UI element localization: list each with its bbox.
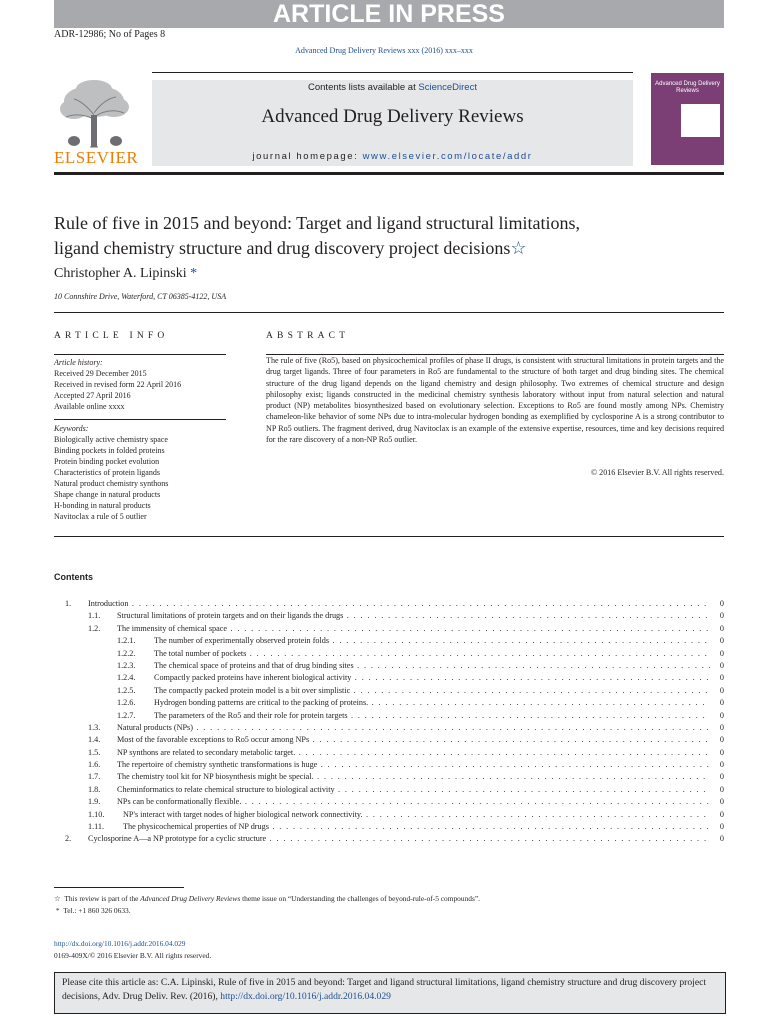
toc-entry-number: 1.2.3. [117, 660, 136, 670]
elsevier-tree-icon [54, 77, 134, 149]
toc-entry[interactable] [54, 648, 724, 660]
toc-entry-title[interactable]: Natural products (NPs) . . . [117, 722, 710, 734]
article-in-press-banner: ARTICLE IN PRESS [54, 0, 724, 28]
toc-entry-page: 0 [719, 747, 724, 757]
toc-entry-number: 1.2.2. [117, 648, 136, 658]
article-title-text-2: ligand chemistry structure and drug discovery project decisions [54, 238, 511, 258]
toc-entry-number: 1.5. [88, 747, 101, 757]
toc-entry[interactable] [54, 821, 724, 833]
abstract-bottom-rule [54, 536, 724, 537]
toc-entry-page: 0 [719, 784, 724, 794]
keywords-rule [54, 419, 226, 420]
keyword: H-bonding in natural products [54, 501, 151, 510]
article-title-line-2 [54, 236, 724, 261]
history-item: Received 29 December 2015 [54, 369, 147, 378]
contents-available-line [152, 82, 633, 93]
toc-entry-page: 0 [719, 809, 724, 819]
toc-entry[interactable] [54, 610, 724, 622]
toc-entry-title[interactable]: Cyclosporine A—a NP prototype for a cyclic structure . . . [88, 833, 710, 845]
toc-entry-page: 0 [719, 599, 724, 608]
cite-text: Please cite this article as: C.A. Lipinski, Rule of five in 2015 and beyond: Target and ligand structural limitations, ligand chemistry structure and drug discovery project decisions, Adv. Drug Deliv. Rev. (2016), [62, 977, 707, 1002]
toc-entry[interactable] [54, 685, 724, 697]
toc-entry-title[interactable]: The total number of pockets . . . [154, 648, 710, 660]
toc-entry-number: 1.3. [88, 722, 101, 732]
toc-entry-number: 1.4. [88, 735, 101, 745]
article-title [54, 211, 724, 261]
history-item: Available online xxxx [54, 402, 125, 411]
toc-entry-title[interactable]: Compactly packed proteins have inherent biological activity . . . [154, 672, 710, 684]
toc-entry-number: 1.7. [88, 772, 101, 782]
toc-entry[interactable] [54, 672, 724, 684]
footnote-theme-issue [54, 893, 480, 905]
author-name[interactable]: Christopher A. Lipinski [54, 266, 187, 281]
footnote-star-icon: ☆ [54, 894, 61, 903]
masthead-bottom-rule [54, 172, 724, 175]
toc-entry-page: 0 [719, 735, 724, 745]
toc-entry-title[interactable]: The parameters of the Ro5 and their role for protein targets . . . [154, 710, 710, 722]
toc-entry-page: 0 [719, 648, 724, 658]
history-item: Accepted 27 April 2016 [54, 391, 131, 400]
footnote-journal-name: Advanced Drug Delivery Reviews [140, 894, 241, 903]
toc-entry[interactable] [54, 697, 724, 709]
toc-entry[interactable] [54, 635, 724, 647]
toc-entry-page: 0 [719, 822, 724, 832]
toc-entry-title[interactable]: Most of the favorable exceptions to Ro5 occur among NPs . . . [117, 734, 710, 746]
footnote-text-post: theme issue on “Understanding the challenges of beyond-rule-of-5 compounds”. [240, 894, 480, 903]
toc-entry-title[interactable]: The repertoire of chemistry synthetic transformations is huge . . . [117, 759, 710, 771]
keyword: Protein binding pocket evolution [54, 457, 160, 466]
doi-link[interactable]: http://dx.doi.org/10.1016/j.addr.2016.04.029 [54, 939, 186, 948]
toc-entry-title[interactable]: The immensity of chemical space . . . [117, 623, 710, 635]
contents-heading: Contents [54, 572, 93, 582]
toc-entry-title[interactable]: NP synthons are related to secondary metabolic target. . . . [117, 747, 710, 759]
footnote-asterisk: * [55, 906, 60, 915]
footnote-text-pre: This review is part of the [64, 894, 141, 903]
journal-cover-thumbnail[interactable] [651, 73, 724, 165]
toc-entry-number: 1.2.1. [117, 636, 136, 646]
masthead-top-rule [152, 72, 633, 73]
toc-entry[interactable] [54, 598, 724, 610]
toc-entry[interactable] [54, 833, 724, 845]
toc-entry-number: 1.9. [88, 797, 101, 807]
toc-entry-page: 0 [719, 722, 724, 732]
toc-entry-page: 0 [719, 797, 724, 807]
toc-entry-page: 0 [719, 772, 724, 782]
toc-entry-title[interactable]: The chemical space of proteins and that of drug binding sites . . . [154, 660, 710, 672]
cite-doi-link[interactable]: http://dx.doi.org/10.1016/j.addr.2016.04.029 [220, 991, 391, 1002]
journal-title: Advanced Drug Delivery Reviews [261, 106, 524, 127]
cite-this-article-box [54, 972, 726, 1014]
toc-entry[interactable] [54, 660, 724, 672]
journal-homepage-line [152, 151, 633, 162]
toc-entry-page: 0 [719, 685, 724, 695]
keywords-label: Keywords: [54, 424, 89, 433]
toc-entry-number: 1.11. [88, 822, 105, 832]
footnote-tel-text: Tel.: +1 860 326 0633. [63, 906, 131, 915]
article-title-line-1: Rule of five in 2015 and beyond: Target and ligand structural limitations, [54, 213, 580, 233]
masthead-box [152, 80, 633, 166]
sciencedirect-link[interactable]: ScienceDirect [418, 82, 477, 93]
toc-entry[interactable] [54, 722, 724, 734]
elsevier-wordmark: ELSEVIER [54, 148, 139, 167]
toc-entry-page: 0 [719, 834, 724, 844]
toc-entry[interactable] [54, 734, 724, 746]
toc-entry-number: 1.2.5. [117, 685, 136, 695]
toc-entry-number: 1.1. [88, 611, 101, 621]
toc-entry[interactable] [54, 809, 724, 821]
toc-entry-number: 1.2.4. [117, 673, 136, 683]
contents-available-text: Contents lists available at [308, 82, 419, 93]
keyword: Natural product chemistry synthons [54, 479, 169, 488]
toc-entry-number: 1.2. [88, 623, 101, 633]
abstract-copyright: © 2016 Elsevier B.V. All rights reserved. [590, 468, 724, 477]
toc-entry-page: 0 [719, 673, 724, 683]
toc-entry[interactable] [54, 759, 724, 771]
table-of-contents [54, 598, 724, 846]
abstract-heading: ABSTRACT [266, 331, 350, 341]
manuscript-id: ADR-12986; No of Pages 8 [54, 29, 166, 40]
toc-entry-page: 0 [719, 660, 724, 670]
toc-entry-number: 2. [65, 834, 72, 844]
article-info-rule [54, 354, 226, 355]
toc-entry-page: 0 [719, 710, 724, 720]
elsevier-logo[interactable] [54, 77, 139, 167]
toc-entry-title[interactable]: The chemistry tool kit for NP biosynthesis might be special. . . . [117, 771, 710, 783]
footnote-telephone [54, 905, 480, 917]
homepage-label: journal homepage: [252, 151, 363, 162]
toc-entry-number: 1.6. [88, 760, 101, 770]
issn-copyright: 0169-409X/© 2016 Elsevier B.V. All rights reserved. [54, 951, 212, 960]
keyword: Navitoclax a rule of 5 outlier [54, 512, 147, 521]
keyword: Characteristics of protein ligands [54, 468, 160, 477]
article-history [54, 357, 181, 412]
toc-entry-title[interactable]: The compactly packed protein model is a bit over simplistic . . . [154, 685, 710, 697]
toc-entry[interactable] [54, 796, 724, 808]
footnote-rule [54, 887, 184, 888]
toc-entry-number: 1.2.6. [117, 698, 136, 708]
toc-entry-number: 1. [65, 599, 72, 608]
keywords-list [54, 423, 168, 522]
toc-entry-title[interactable]: Introduction . . . [88, 598, 710, 610]
toc-entry-title[interactable]: Cheminformatics to relate chemical structure to biological activity . . . [117, 784, 710, 796]
journal-citation-line[interactable]: Advanced Drug Delivery Reviews xxx (2016) xxx–xxx [295, 46, 473, 55]
history-item: Received in revised form 22 April 2016 [54, 380, 182, 389]
keyword: Shape change in natural products [54, 490, 161, 499]
toc-entry-title[interactable]: The number of experimentally observed protein folds . . . [154, 635, 710, 647]
toc-entry-page: 0 [719, 760, 724, 770]
homepage-link[interactable]: www.elsevier.com/locate/addr [362, 151, 533, 162]
toc-entry-page: 0 [719, 623, 724, 633]
article-info-heading: ARTICLE INFO [54, 331, 169, 341]
toc-entry-number: 1.8. [88, 784, 101, 794]
author-footnote-mark[interactable]: * [186, 266, 198, 281]
toc-entry-title[interactable]: NP's interact with target nodes of higher biological network connectivity. . . . [123, 809, 710, 821]
toc-entry[interactable] [54, 747, 724, 759]
keyword: Binding pockets in folded proteins [54, 446, 165, 455]
toc-entry-title[interactable]: Hydrogen bonding patterns are critical to the packing of proteins. . . . [154, 697, 710, 709]
cover-image-panel [681, 104, 720, 137]
author-affiliation: 10 Connshire Drive, Waterford, CT 06385-4122, USA [54, 292, 227, 301]
cover-title: Advanced Drug Delivery Reviews [655, 81, 720, 94]
abstract-text: The rule of five (Ro5), based on physicochemical profiles of phase II drugs, is consistent with structural limitations in protein targets and the drug target ligands. Three of four parameters in Ro5 are fundamental to the structure of both target and drug binding sites. The chemical structure of the drug ligand depends on the ligand chemistry and design philosophy. Two extremes of chemical structure and design philosophy exist; ligands constructed in the medicinal chemistry synthesis laboratory without input from natural selection and natural product (NP) metabolites biosynthesized based on evolutionary selection. Exceptions to Ro5 are found mostly among NPs. Chemistry chameleon-like behavior of some NPs due to intra-molecular hydrogen bonding as exemplified by cyclosporine A is a strong contributor to NP Ro5 outliers. The fragment derived, drug Navitoclax is an example of the extensive expertise, resources, time and key decisions required for the rare discovery of a non-NP Ro5 outlier. [266, 356, 724, 445]
toc-entry[interactable] [54, 623, 724, 635]
toc-entry-title[interactable]: Structural limitations of protein targets and on their ligands the drugs . . . [117, 610, 710, 622]
toc-entry[interactable] [54, 784, 724, 796]
toc-entry[interactable] [54, 710, 724, 722]
author-line [54, 266, 197, 282]
toc-entry[interactable] [54, 771, 724, 783]
title-rule [54, 312, 724, 313]
history-label: Article history: [54, 358, 103, 367]
toc-entry-number: 1.2.7. [117, 710, 136, 720]
title-footnote-star-icon[interactable]: ☆ [510, 238, 527, 258]
toc-entry-page: 0 [719, 698, 724, 708]
footnotes [54, 893, 480, 917]
toc-entry-page: 0 [719, 636, 724, 646]
toc-entry-number: 1.10. [88, 809, 105, 819]
toc-entry-page: 0 [719, 611, 724, 621]
keyword: Biologically active chemistry space [54, 435, 168, 444]
toc-entry-title[interactable]: NPs can be conformationally flexible. . . . [117, 796, 710, 808]
toc-entry-title[interactable]: The physicochemical properties of NP drugs . . . [123, 821, 710, 833]
